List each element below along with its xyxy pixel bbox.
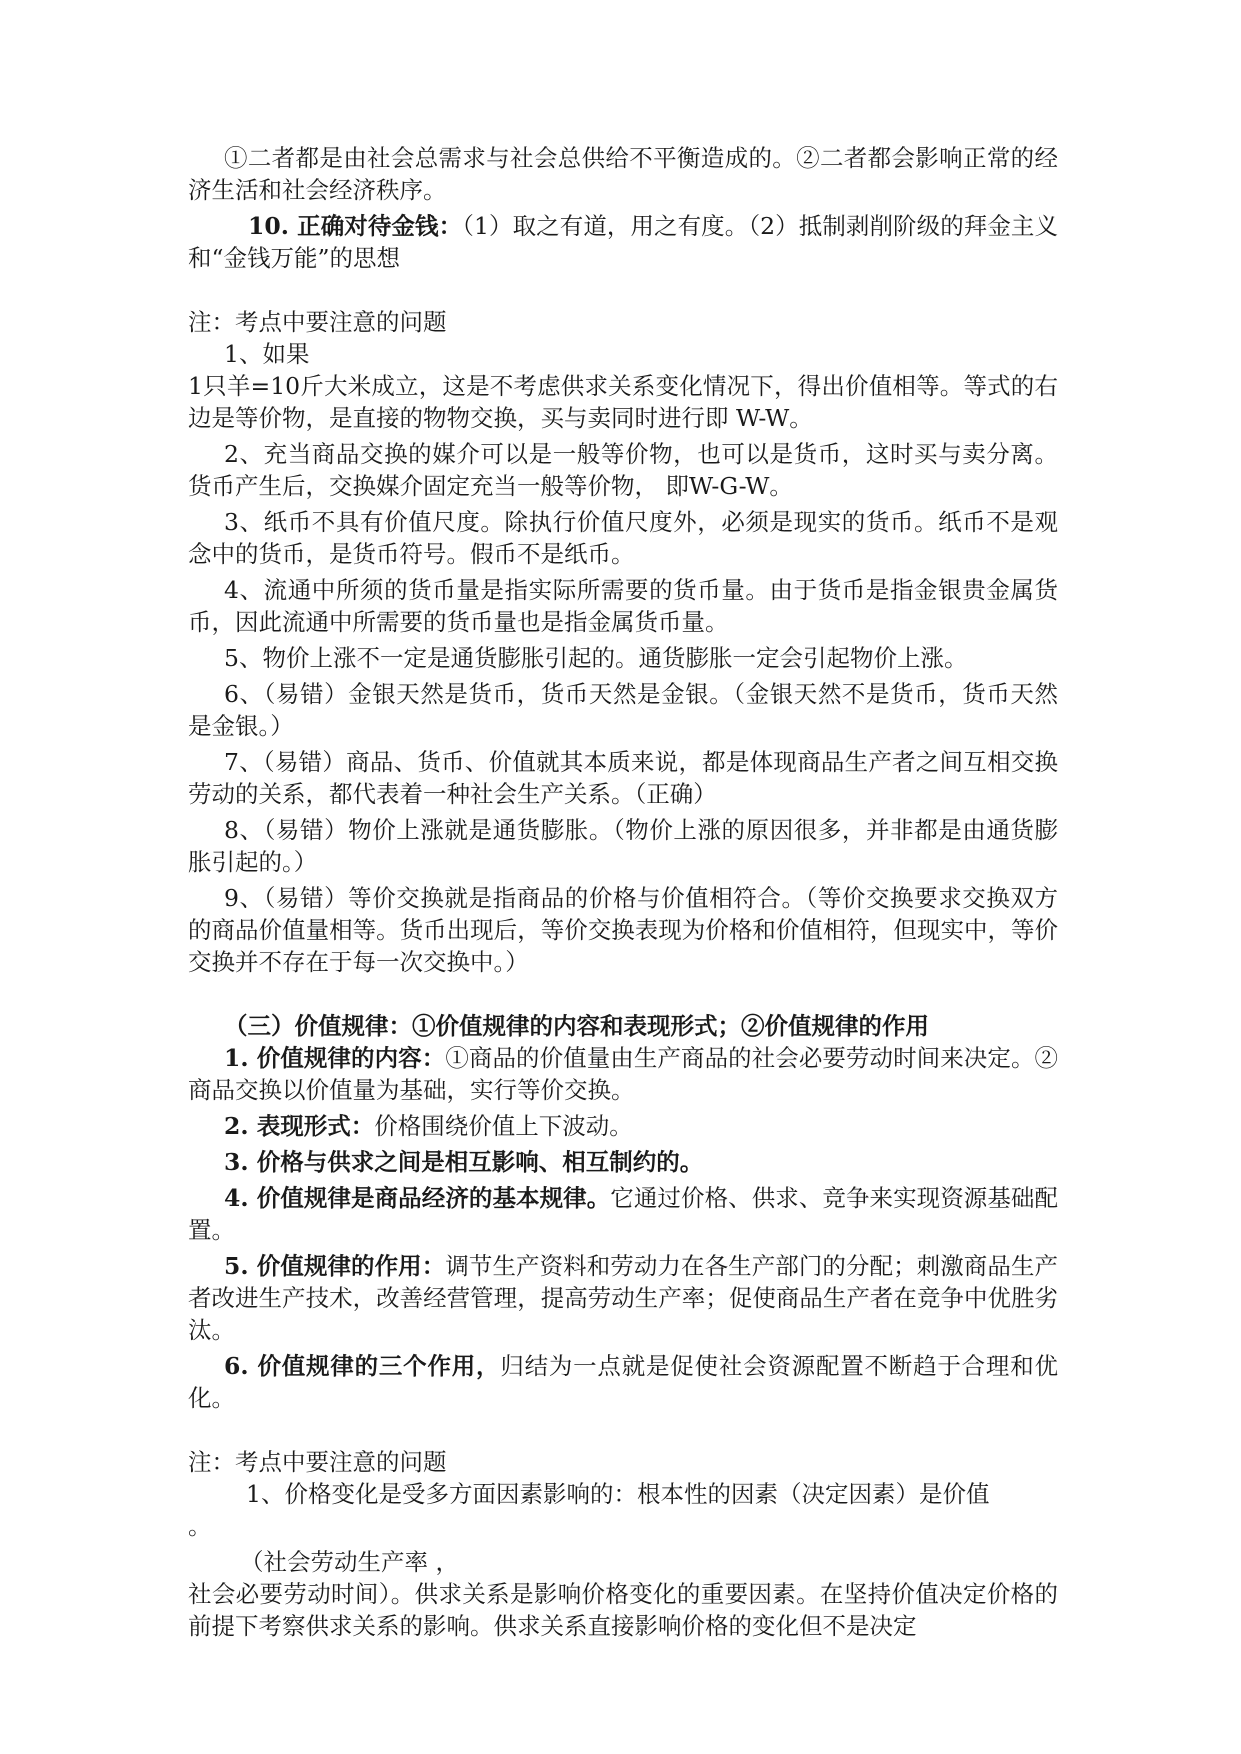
note-5: 5、物价上涨不一定是通货膨胀引起的。通货膨胀一定会引起物价上涨。 — [224, 644, 968, 672]
section-3-item-3: 3. 价格与供求之间是相互影响、相互制约的。 — [224, 1148, 704, 1176]
note-1-title: 1、如果 — [224, 340, 310, 368]
note2-1-line-1: 1、价格变化是受多方面因素影响的：根本性的因素（决定因素）是价值 — [246, 1480, 990, 1508]
money-attitude-text: （1）取之有道，用之有度。（2）抵制剥削阶级的拜金主义和“金钱万能”的思想 — [188, 212, 1058, 272]
spacer — [188, 978, 1058, 1010]
section-3-item-4 — [188, 1182, 1058, 1246]
section-3-item-1 — [188, 1042, 1058, 1106]
intro-paragraph-1: ①二者都是由社会总需求与社会总供给不平衡造成的。②二者都会影响正常的经济生活和社会经济秩序。 — [188, 144, 1058, 204]
note2-1-line-3: （社会劳动生产率 ， — [240, 1548, 459, 1576]
note2-1-line-2: 。 — [188, 1512, 212, 1540]
section-3-item-2 — [188, 1110, 1058, 1142]
value-law-content-label: 1. 价值规律的内容： — [224, 1044, 446, 1072]
section-3-item-5 — [188, 1250, 1058, 1346]
note2-1-line-4: 社会必要劳动时间）。供求关系是影响价格变化的重要因素。在坚持价值决定价格的前提下考察供求关系的影响。供求关系直接影响价格的变化但不是决定 — [188, 1580, 1058, 1640]
spacer — [188, 274, 1058, 306]
money-attitude-heading: 10. 正确对待金钱： — [248, 212, 463, 240]
three-roles-label: 6. 价值规律的三个作用， — [224, 1352, 501, 1380]
value-law-role-text: 调节生产资料和劳动力在各生产部门的分配；刺激商品生产者改进生产技术，改善经营管理，提高劳动生产率；促使商品生产者在竞争中优胜劣汰。 — [188, 1252, 1059, 1344]
notes-heading-1: 注：考点中要注意的问题 — [188, 308, 447, 336]
value-law-content-text: ①商品的价值量由生产商品的社会必要劳动时间来决定。②商品交换以价值量为基础，实行等价交换。 — [188, 1044, 1059, 1104]
note-6: 6、（易错）金银天然是货币，货币天然是金银。（金银天然不是货币，货币天然是金银。） — [188, 680, 1058, 740]
note-2: 2、充当商品交换的媒介可以是一般等价物，也可以是货币，这时买与卖分离。货币产生后，交换媒介固定充当一般等价物， 即W-G-W。 — [188, 440, 1058, 500]
note-8: 8、（易错）物价上涨就是通货膨胀。（物价上涨的原因很多，并非都是由通货膨胀引起的。） — [188, 816, 1058, 876]
value-law-role-label: 5. 价值规律的作用： — [224, 1252, 446, 1280]
document-page — [188, 142, 1058, 1642]
section-3-heading: （三）价值规律：①价值规律的内容和表现形式；②价值规律的作用 — [224, 1012, 929, 1040]
expression-form-text: 价格围绕价值上下波动。 — [374, 1112, 633, 1140]
intro-paragraph-2 — [188, 210, 1058, 274]
note-7: 7、（易错）商品、货币、价值就其本质来说，都是体现商品生产者之间互相交换劳动的关系，都代表着一种社会生产关系。（正确） — [188, 748, 1058, 808]
note-4: 4、流通中所须的货币量是指实际所需要的货币量。由于货币是指金银贵金属货币，因此流通中所需要的货币量也是指金属货币量。 — [188, 576, 1058, 636]
notes-heading-2: 注：考点中要注意的问题 — [188, 1448, 447, 1476]
basic-law-text: 它通过价格、供求、竞争来实现资源基础配置。 — [188, 1184, 1059, 1244]
expression-form-label: 2. 表现形式： — [224, 1112, 375, 1140]
section-3-item-6 — [188, 1350, 1058, 1414]
note-9: 9、（易错）等价交换就是指商品的价格与价值相符合。（等价交换要求交换双方的商品价值量相等。货币出现后，等价交换表现为价格和价值相符，但现实中，等价交换并不存在于每一次交换中。） — [188, 884, 1058, 976]
spacer — [188, 1414, 1058, 1446]
note-3: 3、纸币不具有价值尺度。除执行价值尺度外，必须是现实的货币。纸币不是观念中的货币，是货币符号。假币不是纸币。 — [188, 508, 1058, 568]
basic-law-label: 4. 价值规律是商品经济的基本规律。 — [224, 1184, 611, 1212]
note-1-text: 1只羊=10斤大米成立，这是不考虑供求关系变化情况下，得出价值相等。等式的右边是等价物，是直接的物物交换，买与卖同时进行即 W-W。 — [188, 372, 1058, 432]
three-roles-text: 归结为一点就是促使社会资源配置不断趋于合理和优化。 — [188, 1352, 1058, 1412]
